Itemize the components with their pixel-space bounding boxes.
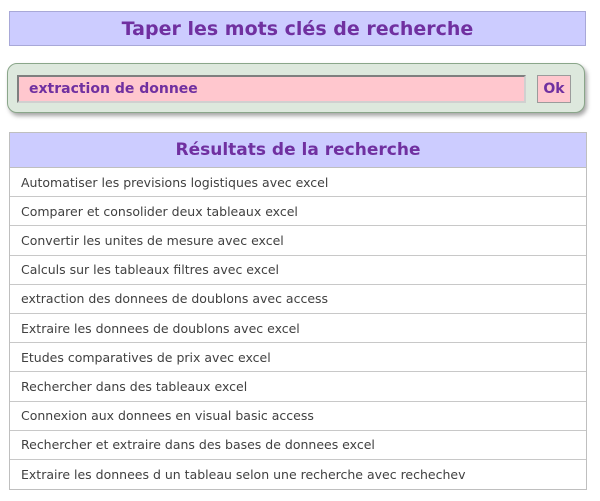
search-input[interactable] [17,75,526,103]
result-item[interactable]: Calculs sur les tableaux filtres avec excel [10,256,586,285]
results-table [9,132,587,490]
result-item[interactable]: Extraire les donnees d un tableau selon une recherche avec rechechev [21,466,466,482]
result-item[interactable]: Rechercher dans des tableaux excel [10,372,586,401]
results-list [10,168,586,489]
ok-button[interactable]: Ok [537,75,571,103]
search-panel [7,63,585,113]
search-title: Taper les mots clés de recherche [9,11,586,46]
result-item[interactable]: extraction des donnees de doublons avec access [10,285,586,314]
result-item[interactable]: Rechercher et extraire dans des bases de donnees excel [10,431,586,460]
result-item[interactable]: Connexion aux donnees en visual basic access [10,402,586,431]
result-item[interactable]: Comparer et consolider deux tableaux excel [10,197,586,226]
result-item[interactable]: Etudes comparatives de prix avec excel [10,343,586,372]
results-title: Résultats de la recherche [10,133,586,168]
result-item[interactable]: Convertir les unites de mesure avec excel [10,226,586,255]
result-item[interactable]: Extraire les donnees de doublons avec excel [10,314,586,343]
result-item[interactable]: Automatiser les previsions logistiques avec excel [10,168,586,197]
